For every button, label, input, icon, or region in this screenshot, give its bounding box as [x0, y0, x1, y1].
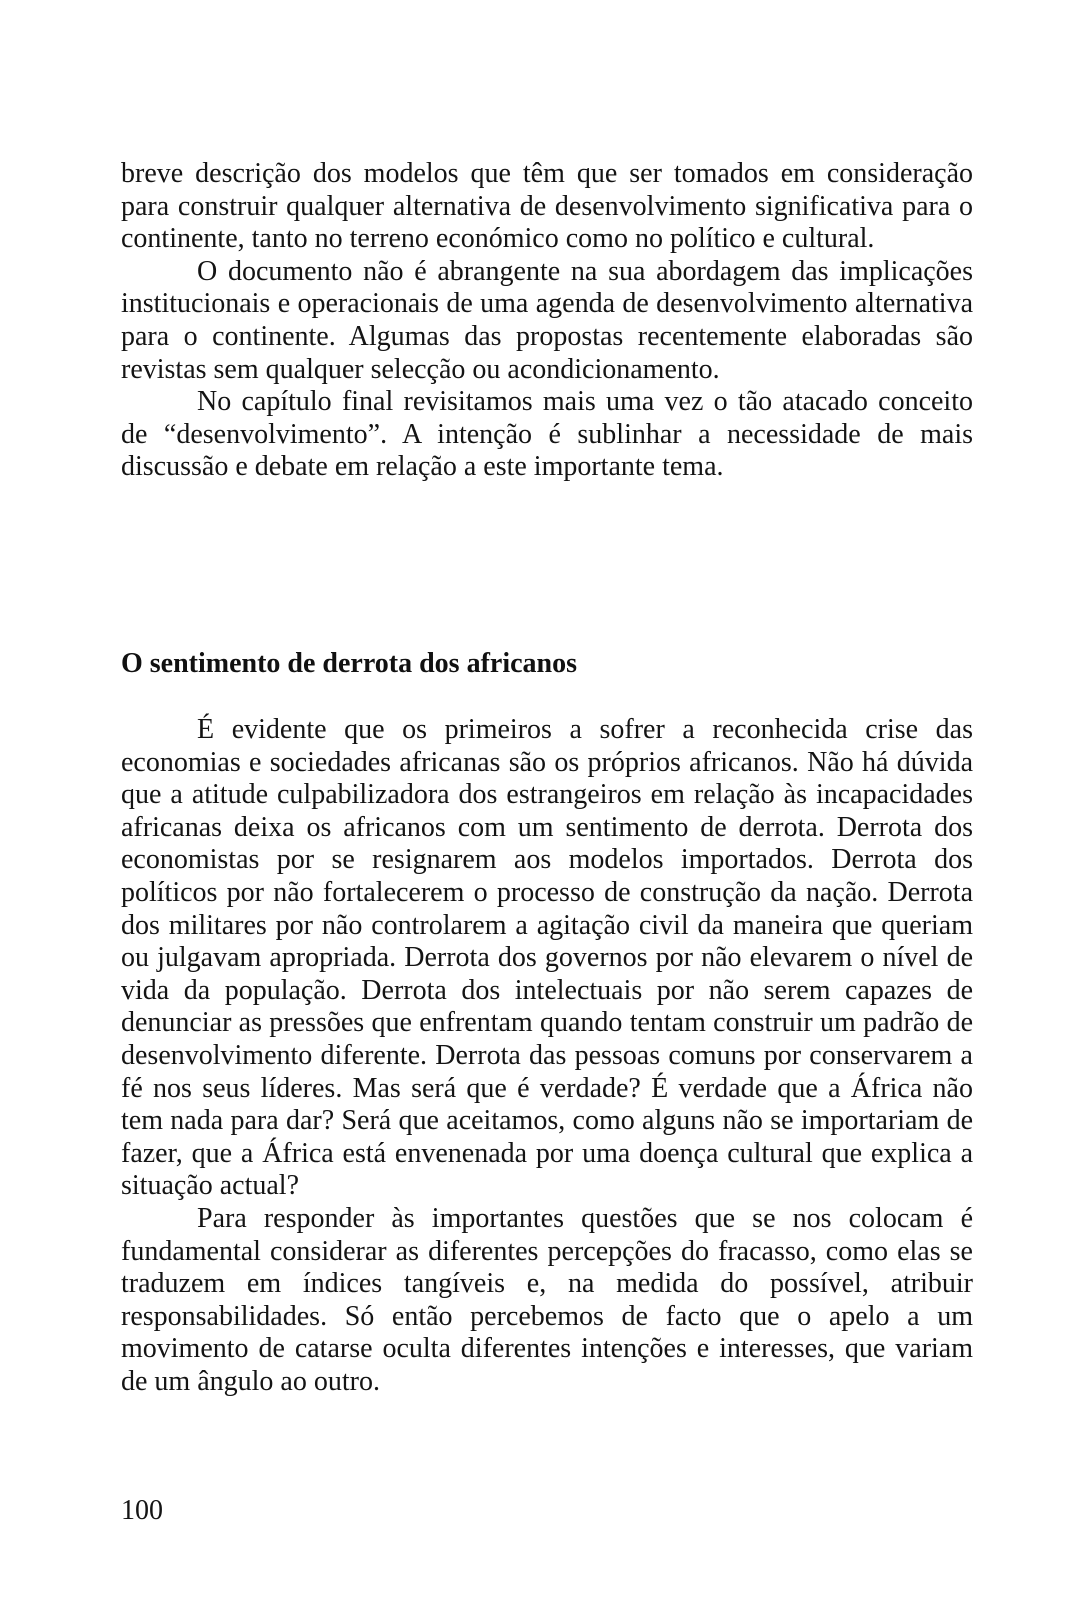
section-text	[121, 714, 973, 1398]
intro-paragraph-1: breve descrição dos modelos que têm que ser tomados em consideração para construir qualquer alternativa de desenvolvimento significativa para o continente, tanto no terreno económico como no político e cultural.	[121, 158, 973, 255]
intro-paragraph-3: No capítulo final revisitamos mais uma vez o tão atacado conceito de “desenvolvimento”. A intenção é sublinhar a necessidade de mais discussão e debate em relação a este importante tema.	[121, 386, 973, 483]
section-paragraph-1: É evidente que os primeiros a sofrer a reconhecida crise das economias e sociedades africanas são os próprios africanos. Não há dúvida que a atitude culpabilizadora dos estrangeiros em relação às incapacidades africanas deixa os africanos com um sentimento de derrota. Derrota dos economistas por se resignarem aos modelos importados. Derrota dos políticos por não fortalecerem o processo de construção da nação. Derrota dos militares por não controlarem a agitação civil da maneira que queriam ou julgavam apropriada. Derrota dos governos por não elevarem o nível de vida da população. Derrota dos intelectuais por não serem capazes de denunciar as pressões que enfrentam quando tentam construir um padrão de desenvolvimento diferente. Derrota das pessoas comuns por conservarem a fé nos seus líderes. Mas será que é verdade? É verdade que a África não tem nada para dar? Será que aceitamos, como alguns não se importariam de fazer, que a África está envenenada por uma doença cultural que explica a situação actual?	[121, 714, 973, 1202]
intro-text	[121, 158, 973, 484]
section-paragraph-2: Para responder às importantes questões que se nos colocam é fundamental considerar as diferentes percepções do fracasso, como elas se traduzem em índices tangíveis e, na medida do possível, atribuir responsabilidades. Só então percebemos de facto que o apelo a um movimento de catarse oculta diferentes intenções e interesses, que variam de um ângulo ao outro.	[121, 1202, 973, 1397]
section-heading: O sentimento de derrota dos africanos	[121, 648, 577, 679]
page-number: 100	[121, 1495, 163, 1526]
intro-paragraph-2: O documento não é abrangente na sua abordagem das implicações institucionais e operacionais de uma agenda de desenvolvimento alternativa para o continente. Algumas das propostas recentemente elaboradas são revistas sem qualquer selecção ou acondicionamento.	[121, 255, 973, 385]
